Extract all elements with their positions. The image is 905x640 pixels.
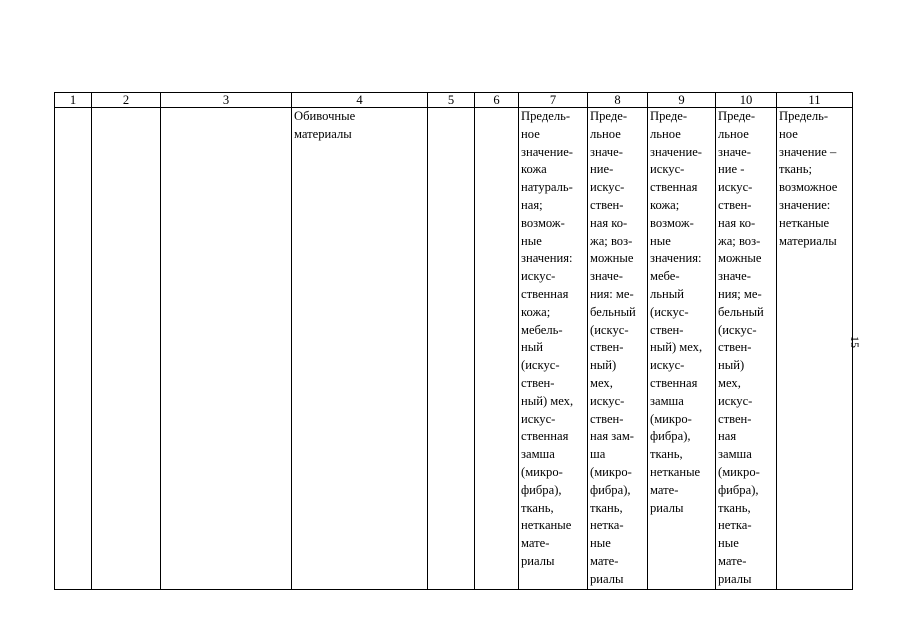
column-number: 7 xyxy=(519,93,588,108)
table-cell-upholstery-materials: Обивочные материалы xyxy=(292,108,428,590)
table-row xyxy=(55,108,853,590)
column-number: 11 xyxy=(777,93,853,108)
table-cell xyxy=(428,108,475,590)
column-number: 9 xyxy=(648,93,716,108)
table-cell: Предель- ное значение – ткань; возможное значение: нетканые материалы xyxy=(777,108,853,590)
data-table xyxy=(54,92,853,590)
column-number: 3 xyxy=(161,93,292,108)
column-number-row xyxy=(55,93,853,108)
table-cell: Преде- льное значение- искус- ственная кожа; возмож- ные значения: мебе- льный (искус- ствен- ный) мех, искус- ственная замша (микро- фибра), ткань, нетканые мате- риалы xyxy=(648,108,716,590)
table-cell xyxy=(161,108,292,590)
column-number: 2 xyxy=(92,93,161,108)
table-cell: Преде- льное значе- ние- искус- ствен- ная ко- жа; воз- можные значе- ния: ме- бельный (искус- ствен- ный) мех, искус- ствен- ная зам- ша (микро- фибра), ткань, нетка- ные мате- риалы xyxy=(588,108,648,590)
column-number: 6 xyxy=(475,93,519,108)
table-cell xyxy=(475,108,519,590)
table-cell: Предель- ное значение- кожа натураль- ная; возмож- ные значения: искус- ственная кожа; мебель- ный (искус- ствен- ный) мех, искус- ственная замша (микро- фибра), ткань, неткaные мате- риалы xyxy=(519,108,588,590)
table-cell xyxy=(92,108,161,590)
column-number: 8 xyxy=(588,93,648,108)
page-number: 15 xyxy=(848,336,862,348)
table-cell: Преде- льное значе- ние - искус- ствен- ная ко- жа; воз- можные значе- ния; ме- бельный (искус- ствен- ный) мех, искус- ствен- ная замша (микро- фибра), ткань, нетка- ные мате- риалы xyxy=(716,108,777,590)
column-number: 4 xyxy=(292,93,428,108)
table-cell xyxy=(55,108,92,590)
column-number: 5 xyxy=(428,93,475,108)
column-number: 1 xyxy=(55,93,92,108)
column-number: 10 xyxy=(716,93,777,108)
